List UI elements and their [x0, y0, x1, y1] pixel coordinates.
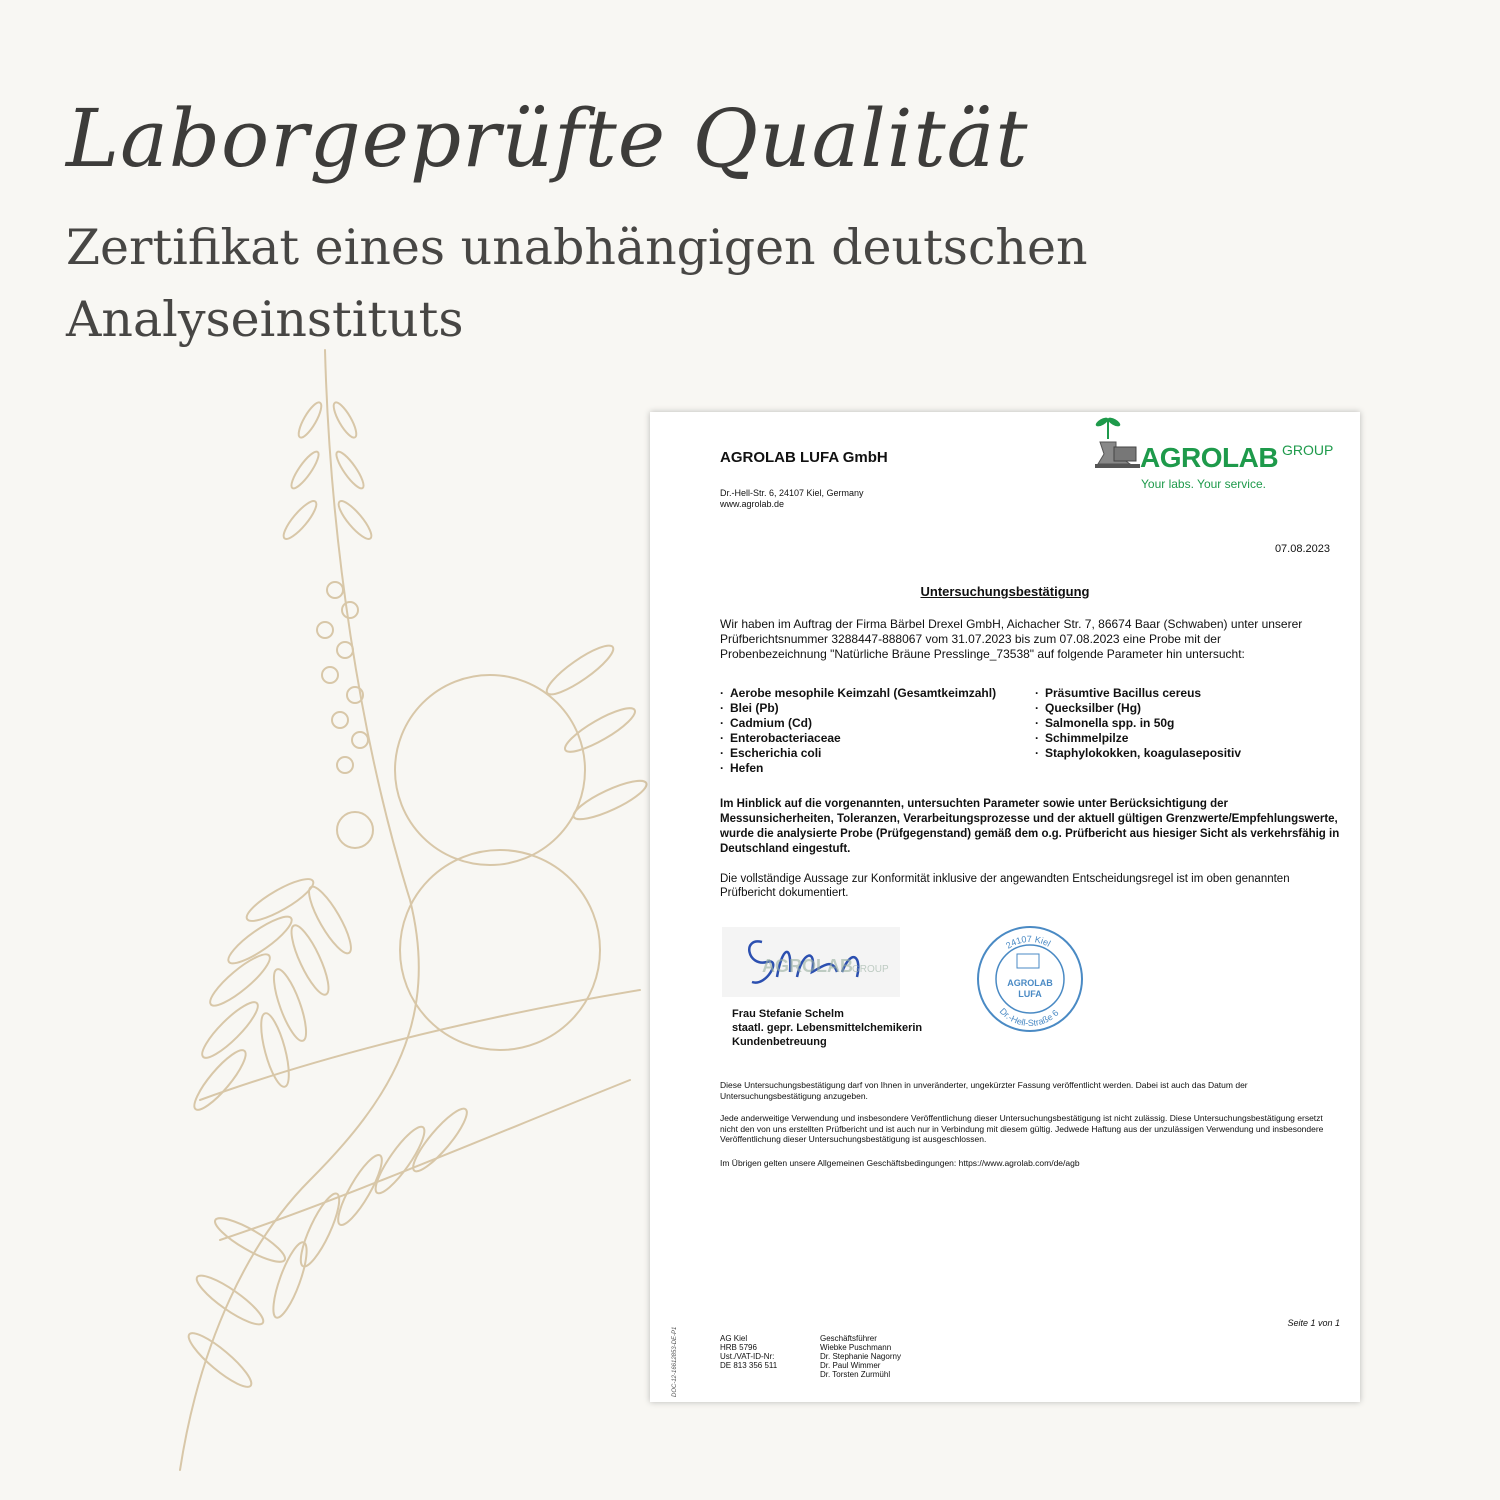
list-item: · Escherichia coli: [720, 746, 996, 761]
document-title: Untersuchungsbestätigung: [920, 584, 1090, 599]
intro-paragraph: Wir haben im Auftrag der Firma Bärbel Drexel GmbH, Aichacher Str. 7, 86674 Baar (Schwaben) unter unserer Prüfberichtsnummer 3288447-888067 vom 31.07.2023 bis zum 07.08.2023 eine Probe mit der Probenbezeichnung "Natürliche Bräune Presslinge_73538" auf folgende Parameter hin untersucht:: [720, 617, 1303, 661]
signer-name: Frau Stefanie Schelm: [732, 1008, 844, 1020]
botanical-illustration: [160, 340, 660, 1490]
official-stamp: [975, 924, 1085, 1034]
list-item: · Blei (Pb): [720, 701, 996, 716]
page-number: Seite 1 von 1: [1287, 1318, 1340, 1328]
list-item: · Enterobacteriaceae: [720, 731, 996, 746]
footer-line: HRB 5796: [720, 1343, 757, 1352]
logo-tagline: Your labs. Your service.: [1141, 477, 1266, 491]
list-item: · Aerobe mesophile Keimzahl (Gesamtkeimzahl): [720, 686, 996, 701]
company-address: [720, 488, 864, 510]
footer-registration: [720, 1334, 777, 1370]
list-item: · Salmonella spp. in 50g: [1035, 716, 1241, 731]
footer-line: DE 813 356 511: [720, 1361, 778, 1370]
conformity-paragraph: Die vollständige Aussage zur Konformität inklusive der angewandten Entscheidungsregel ist im oben genannten Prüfbericht dokumentiert.: [720, 873, 1290, 899]
logo-group: GROUP: [1282, 442, 1334, 458]
svg-text:AGROLAB: AGROLAB: [1007, 978, 1053, 988]
signature: [722, 927, 900, 997]
list-item: · Quecksilber (Hg): [1035, 701, 1241, 716]
usage-note: Jede anderweitige Verwendung und insbesondere Veröffentlichung dieser Untersuchungsbestätigung ist nicht zulässig. Diese Untersuchungsbestätigung ersetzt nicht den von uns erstellten Prüfbericht und ist auch nur in Verbindung mit diesem gültig. Jedwede Haftung aus der unzulässigen Verwendung und insbesondere Veröffentlichung dieser Untersuchungsbestätigung ist ausgeschlossen.: [720, 1113, 1324, 1144]
headline: Laborgeprüfte Qualität: [66, 92, 1029, 185]
website-line: www.agrolab.de: [720, 499, 785, 509]
list-item: · Hefen: [720, 761, 996, 776]
list-item: · Cadmium (Cd): [720, 716, 996, 731]
svg-text:24107 Kiel: 24107 Kiel: [1003, 933, 1053, 951]
company-name: AGROLAB LUFA GmbH: [720, 449, 888, 466]
list-item: · Schimmelpilze: [1035, 731, 1241, 746]
terms-note: Im Übrigen gelten unsere Allgemeinen Geschäftsbedingungen: https://www.agrolab.com/de/agb: [720, 1158, 1080, 1168]
footer-line: Dr. Torsten Zurmühl: [820, 1370, 891, 1379]
parameter-column-left: [720, 686, 996, 776]
list-item: · Staphylokokken, koagulasepositiv: [1035, 746, 1241, 761]
footer-line: Dr. Stephanie Nagorny: [820, 1352, 901, 1361]
footer-management: [820, 1334, 901, 1379]
svg-text:LUFA: LUFA: [1018, 989, 1042, 999]
footer-line: AG Kiel: [720, 1334, 748, 1343]
footer-line: Wiebke Puschmann: [820, 1343, 892, 1352]
svg-text:AGROLAB: AGROLAB: [762, 956, 853, 976]
document-code: DOC-12-16612853-DE-P1: [672, 1326, 678, 1397]
list-item: · Präsumtive Bacillus cereus: [1035, 686, 1241, 701]
footer-line: Ust./VAT-ID-Nr:: [720, 1352, 775, 1361]
parameter-column-right: [1035, 686, 1241, 761]
svg-text:GROUP: GROUP: [852, 964, 889, 975]
footer-line: Geschäftsführer: [820, 1334, 877, 1343]
logo-name: AGROLAB: [1140, 442, 1279, 473]
subheadline: Zertifikat eines unabhängigen deutschen Analyseinstituts: [66, 219, 1088, 348]
publication-note: Diese Untersuchungsbestätigung darf von Ihnen in unveränderter, ungekürzter Fassung veröffentlicht werden. Dabei ist auch das Datum der Untersuchungsbestätigung anzugeben.: [720, 1080, 1248, 1101]
signer-block: [732, 1007, 922, 1049]
svg-text:Dr.-Hell-Straße 6: Dr.-Hell-Straße 6: [997, 1006, 1061, 1029]
document-date: 07.08.2023: [1274, 543, 1330, 555]
footer-line: Dr. Paul Wimmer: [820, 1361, 881, 1370]
conclusion-paragraph: Im Hinblick auf die vorgenannten, untersuchten Parameter sowie unter Berücksichtigung der Messunsicherheiten, Toleranzen, Verarbeitungsprozesse und der aktuell gültigen Grenzwerte/Empfehlungswerte, wurde die analysierte Probe (Prüfgegenstand) gemäß dem o.g. Prüfbericht aus hiesiger Sicht als verkehrsfähig in Deutschland eingestuft.: [720, 798, 1340, 855]
signer-title: staatl. gepr. Lebensmittelchemikerin: [732, 1022, 923, 1034]
signer-department: Kundenbetreuung: [732, 1036, 827, 1048]
address-line: Dr.-Hell-Str. 6, 24107 Kiel, Germany: [720, 488, 864, 498]
certificate-document: [650, 412, 1360, 1402]
